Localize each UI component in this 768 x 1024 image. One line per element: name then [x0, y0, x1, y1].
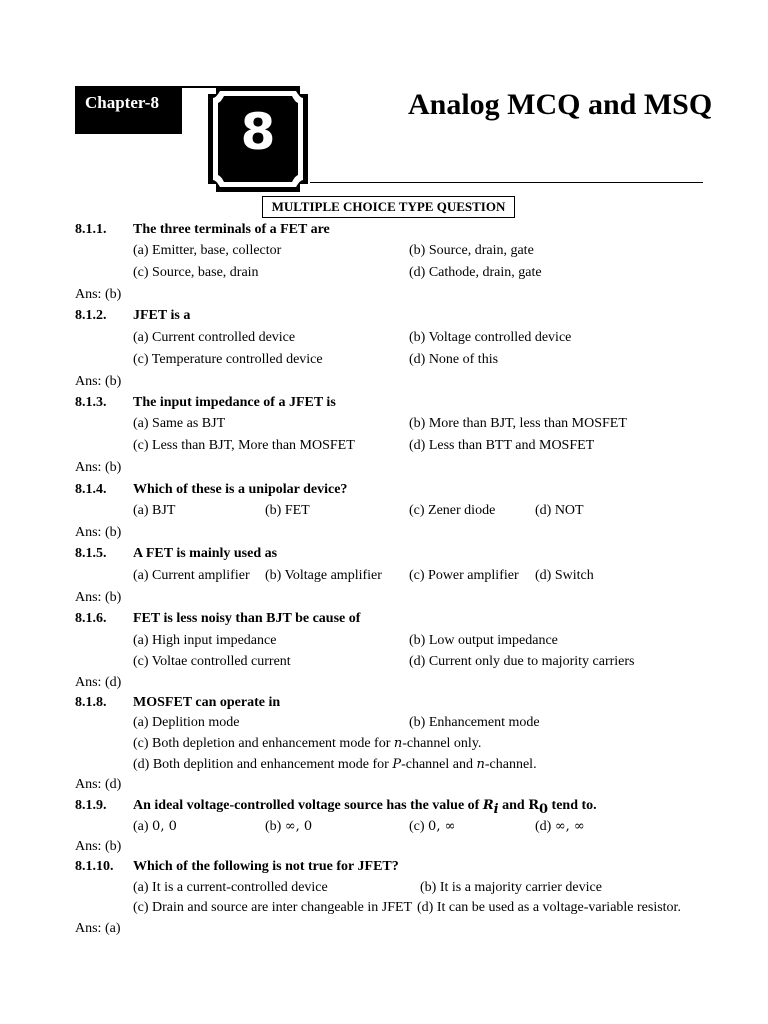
question-text: The three terminals of a FET are — [133, 222, 330, 237]
question-text: MOSFET can operate in — [133, 695, 281, 710]
option-d: (d) NOT — [535, 503, 584, 518]
option-a: (a) High input impedance — [133, 633, 277, 648]
option-c: (c) Temperature controlled device — [133, 352, 323, 367]
question-text: JFET is a — [133, 308, 191, 323]
option-d: (d) It can be used as a voltage-variable resistor. — [417, 900, 681, 915]
option-d: (d) ∞, ∞ — [535, 819, 585, 834]
question-number: 8.1.2. — [75, 308, 107, 323]
option-b: (b) More than BJT, less than MOSFET — [409, 416, 627, 431]
question-text: A FET is mainly used as — [133, 546, 278, 561]
option-b: (b) ∞, 0 — [265, 819, 313, 834]
answer: Ans: (a) — [75, 921, 121, 936]
answer: Ans: (b) — [75, 287, 122, 302]
page-title: Analog MCQ and MSQ — [408, 88, 713, 121]
answer: Ans: (b) — [75, 839, 122, 854]
option-b: (b) Low output impedance — [409, 633, 558, 648]
option-a: (a) Same as BJT — [133, 416, 226, 431]
question-text: The input impedance of a JFET is — [133, 395, 336, 410]
option-d: (d) None of this — [409, 352, 499, 367]
option-b: (b) Source, drain, gate — [409, 243, 534, 258]
option-a: (a) Current amplifier — [133, 568, 250, 583]
question-number: 8.1.5. — [75, 546, 107, 561]
option-c: (c) Drain and source are inter changeable in JFET — [133, 900, 413, 915]
question-text: Which of the following is not true for JFET? — [133, 859, 399, 874]
answer: Ans: (d) — [75, 777, 122, 792]
option-a: (a) Deplition mode — [133, 715, 240, 730]
question-number: 8.1.9. — [75, 798, 107, 813]
question-number: 8.1.3. — [75, 395, 107, 410]
option-c: (c) Both depletion and enhancement mode for n-channel only. — [133, 736, 482, 751]
title-rule — [310, 182, 703, 183]
option-b: (b) Voltage controlled device — [409, 330, 572, 345]
option-d: (d) Both deplition and enhancement mode for P-channel and n-channel. — [133, 757, 537, 772]
option-b: (b) Enhancement mode — [409, 715, 540, 730]
question-text: FET is less noisy than BJT be cause of — [133, 611, 361, 626]
answer: Ans: (d) — [75, 675, 122, 690]
answer: Ans: (b) — [75, 525, 122, 540]
question-number: 8.1.6. — [75, 611, 107, 626]
chapter-label: Chapter-8 — [85, 93, 159, 112]
question-number: 8.1.8. — [75, 695, 107, 710]
option-c: (c) Less than BJT, More than MOSFET — [133, 438, 355, 453]
option-a: (a) 0, 0 — [133, 819, 177, 834]
question-number: 8.1.10. — [75, 859, 114, 874]
chapter-label-box — [75, 86, 182, 134]
option-c: (c) Source, base, drain — [133, 265, 259, 280]
option-b: (b) Voltage amplifier — [265, 568, 382, 583]
question-number: 8.1.4. — [75, 482, 107, 497]
section-title: MULTIPLE CHOICE TYPE QUESTION — [262, 196, 515, 218]
option-d: (d) Current only due to majority carriers — [409, 654, 635, 669]
option-d: (d) Switch — [535, 568, 594, 583]
question-number: 8.1.1. — [75, 222, 107, 237]
question-text: An ideal voltage-controlled voltage source has the value of $R_i$ and $R_0$ tend to. — [133, 798, 597, 817]
option-c: (c) Power amplifier — [409, 568, 519, 583]
option-c: (c) Voltae controlled current — [133, 654, 291, 669]
option-a: (a) It is a current-controlled device — [133, 880, 328, 895]
question-text: Which of these is a unipolar device? — [133, 482, 348, 497]
option-a: (a) BJT — [133, 503, 176, 518]
option-b: (b) FET — [265, 503, 310, 518]
option-d: (d) Cathode, drain, gate — [409, 265, 542, 280]
option-b: (b) It is a majority carrier device — [420, 880, 602, 895]
answer: Ans: (b) — [75, 460, 122, 475]
option-c: (c) Zener diode — [409, 503, 496, 518]
answer: Ans: (b) — [75, 590, 122, 605]
option-c: (c) 0, ∞ — [409, 819, 456, 834]
answer: Ans: (b) — [75, 374, 122, 389]
option-a: (a) Emitter, base, collector — [133, 243, 282, 258]
option-d: (d) Less than BTT and MOSFET — [409, 438, 595, 453]
option-a: (a) Current controlled device — [133, 330, 296, 345]
chapter-number: 8 — [240, 103, 276, 161]
